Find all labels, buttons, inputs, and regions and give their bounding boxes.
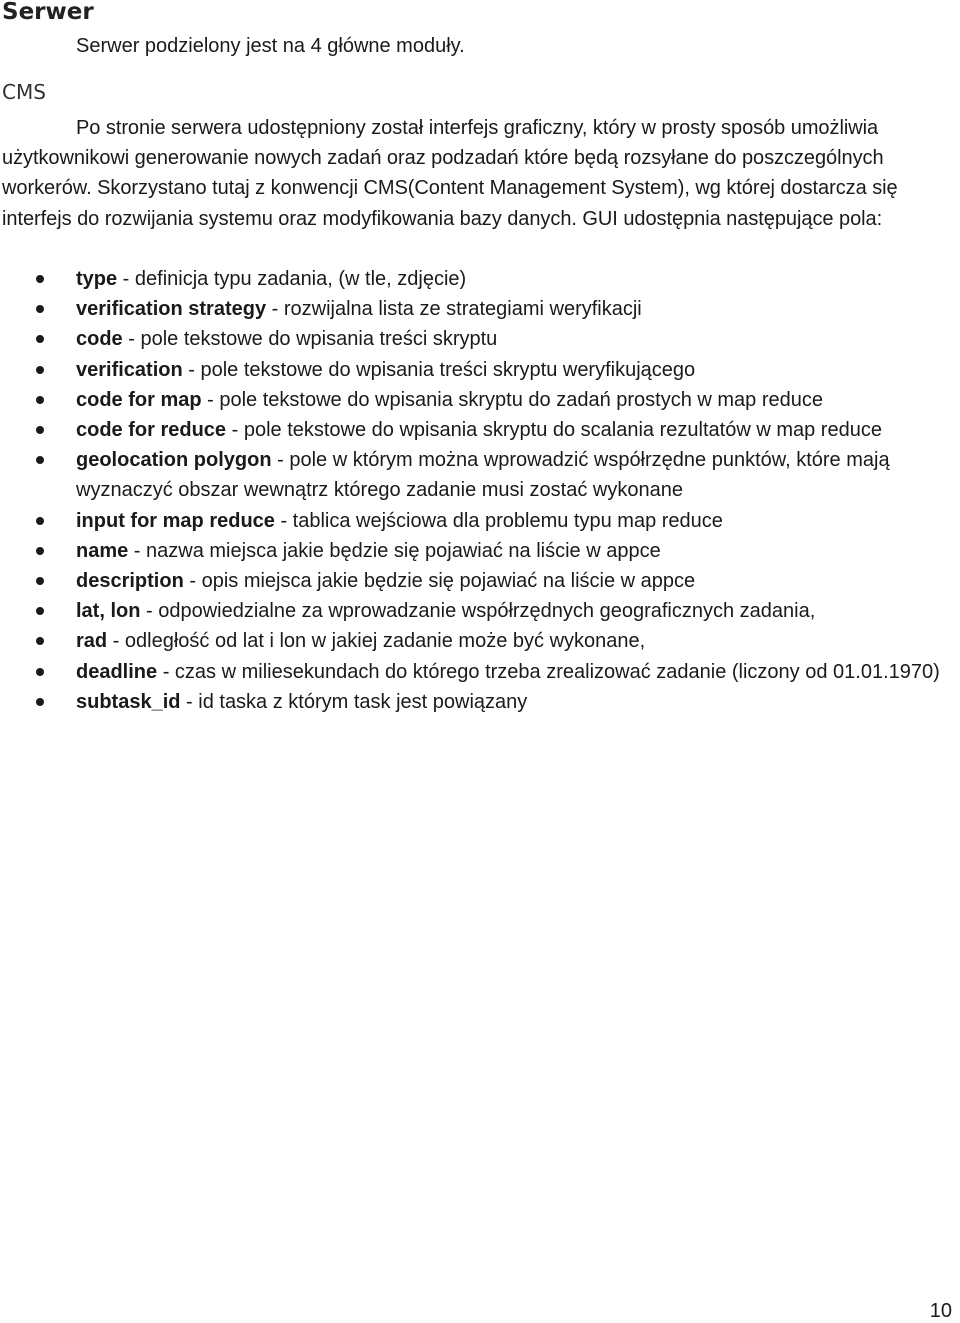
list-item bbox=[0, 536, 950, 566]
field-description: - nazwa miejsca jakie będzie się pojawiać na liście w appce bbox=[128, 539, 661, 562]
bullet-icon bbox=[36, 547, 44, 555]
list-item bbox=[0, 626, 950, 656]
cms-description-paragraph: Po stronie serwera udostępniony został interfejs graficzny, który w prosty sposób umożliwia użytkownikowi generowanie nowych zadań oraz podzadań które będą rozsyłane do poszczególnych workerów. Skorzystano tutaj z konwencji CMS(Content Management System), wg której dostarcza się interfejs do rozwijania systemu oraz modyfikowania bazy danych. GUI udostępnia następujące pola: bbox=[2, 117, 898, 230]
field-name: type bbox=[76, 268, 118, 290]
field-description: - czas w miliesekundach do którego trzeba zrealizować zadanie (liczony od 01.01.1970) bbox=[157, 660, 940, 683]
field-description: - pole tekstowe do wpisania treści skryptu bbox=[122, 328, 498, 351]
list-item bbox=[0, 385, 950, 415]
list-item bbox=[0, 294, 950, 324]
bullet-icon bbox=[36, 637, 44, 645]
bullet-icon bbox=[36, 366, 44, 374]
section-heading-serwer: Serwer bbox=[2, 0, 94, 25]
field-description: - pole tekstowe do wpisania treści skryptu weryfikującego bbox=[182, 358, 696, 381]
bullet-icon bbox=[36, 305, 44, 313]
field-name: code for reduce bbox=[76, 419, 227, 442]
field-description: - id taska z którym task jest powiązany bbox=[180, 690, 528, 713]
field-name: lat, lon bbox=[76, 600, 141, 623]
field-name: verification strategy bbox=[76, 298, 267, 321]
bullet-icon bbox=[36, 456, 44, 464]
field-name: deadline bbox=[76, 660, 158, 683]
list-item bbox=[0, 264, 950, 294]
list-item bbox=[0, 415, 950, 445]
page-number: 10 bbox=[929, 1300, 952, 1322]
field-name: code bbox=[76, 328, 123, 351]
field-name: subtask_id bbox=[76, 690, 181, 713]
bullet-icon bbox=[36, 396, 44, 404]
field-description: - odpowiedzialne za wprowadzanie współrzędnych geograficznych zadania, bbox=[140, 600, 816, 623]
bullet-icon bbox=[36, 577, 44, 585]
field-description: - opis miejsca jakie będzie się pojawiać na liście w appce bbox=[183, 570, 696, 593]
field-name: geolocation polygon bbox=[76, 449, 272, 472]
intro-text: Serwer podzielony jest na 4 główne moduły. bbox=[76, 35, 465, 57]
section-heading-cms: CMS bbox=[2, 80, 46, 104]
field-description: - pole tekstowe do wpisania skryptu do scalania rezultatów w map reduce bbox=[226, 419, 882, 442]
field-name: input for map reduce bbox=[76, 509, 275, 532]
field-description: - rozwijalna lista ze strategiami weryfikacji bbox=[266, 298, 642, 321]
field-name: code for map bbox=[76, 388, 202, 411]
list-item bbox=[0, 324, 950, 354]
list-item bbox=[0, 355, 950, 385]
field-name: rad bbox=[76, 630, 108, 653]
field-name: verification bbox=[76, 358, 183, 381]
list-item bbox=[0, 687, 950, 717]
field-description: - pole tekstowe do wpisania skryptu do zadań prostych w map reduce bbox=[201, 388, 824, 411]
list-item bbox=[0, 506, 950, 536]
field-description: - pole w którym można wprowadzić współrzędne punktów, które mają wyznaczyć obszar wewnątrz którego zadanie musi zostać wykonane bbox=[76, 449, 890, 502]
field-name: description bbox=[76, 570, 184, 593]
bullet-icon bbox=[36, 668, 44, 676]
list-item bbox=[0, 657, 950, 687]
bullet-icon bbox=[36, 275, 44, 283]
field-description: - tablica wejściowa dla problemu typu map reduce bbox=[274, 509, 723, 532]
bullet-icon bbox=[36, 335, 44, 343]
list-item bbox=[0, 596, 950, 626]
bullet-icon bbox=[36, 607, 44, 615]
list-item bbox=[0, 445, 950, 505]
field-description: - definicja typu zadania, (w tle, zdjęcie) bbox=[117, 268, 467, 290]
bullet-icon bbox=[36, 426, 44, 434]
bullet-icon bbox=[36, 698, 44, 706]
gui-fields-list bbox=[0, 264, 950, 717]
list-item bbox=[0, 566, 950, 596]
bullet-icon bbox=[36, 517, 44, 525]
field-description: - odległość od lat i lon w jakiej zadanie może być wykonane, bbox=[107, 630, 646, 653]
field-name: name bbox=[76, 539, 129, 562]
